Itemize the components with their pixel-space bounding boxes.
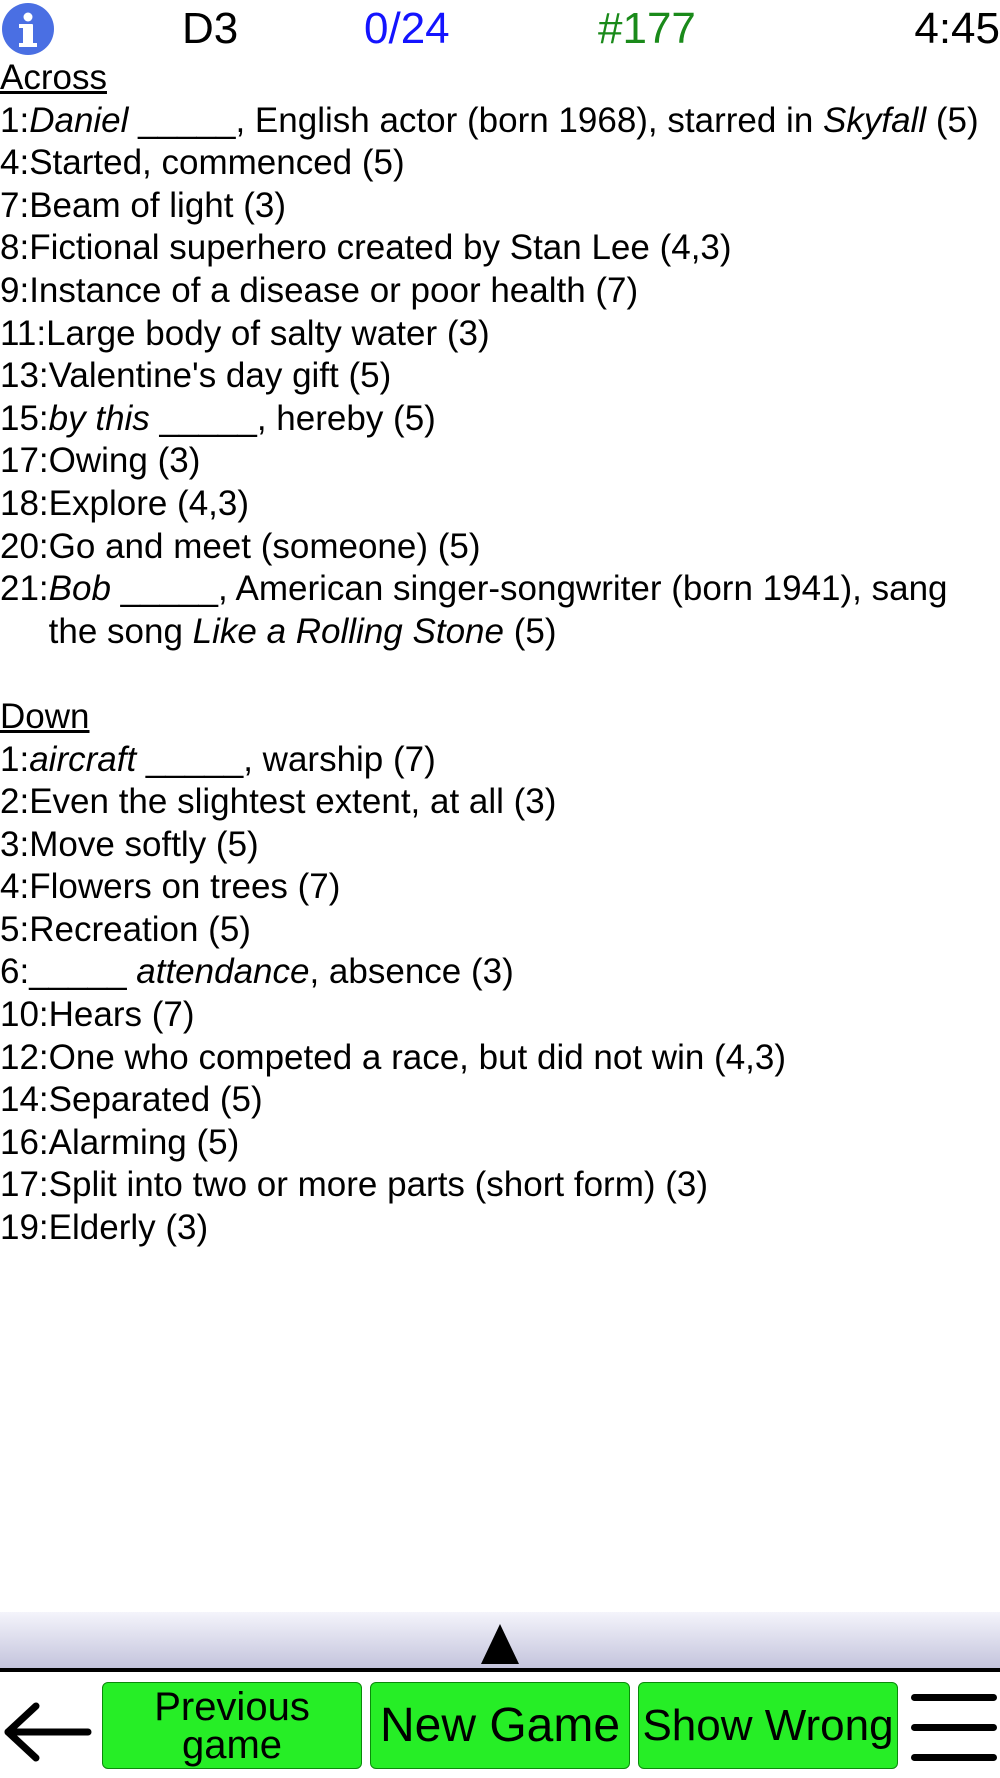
down-clue[interactable] [0, 1079, 1000, 1122]
across-clue[interactable] [0, 526, 1000, 569]
timer: 4:45 [914, 4, 1000, 53]
down-clue[interactable] [0, 1207, 1000, 1250]
clue-number: 18: [0, 483, 49, 523]
clue-text: Elderly (3) [48, 1208, 209, 1248]
clue-number: 13: [0, 356, 49, 396]
clue-number: 1: [0, 100, 30, 140]
previous-game-label-line1: Previous [154, 1684, 310, 1729]
clue-text: Go and meet (someone) (5) [48, 526, 481, 566]
bottom-toolbar [0, 1672, 1000, 1778]
down-heading: Down [0, 696, 90, 736]
down-clue[interactable] [0, 994, 1000, 1037]
down-clue[interactable] [0, 1122, 1000, 1165]
status-header [0, 0, 1000, 58]
clue-text: One who competed a race, but did not win (4,3) [48, 1037, 787, 1077]
down-clue[interactable] [0, 781, 1000, 824]
clue-text: Flowers on trees (7) [29, 867, 341, 907]
clue-number: 20: [0, 526, 49, 566]
across-clue[interactable] [0, 270, 1000, 313]
across-clue[interactable] [0, 142, 1000, 185]
clue-number: 17: [0, 441, 49, 481]
across-clue[interactable] [0, 398, 1000, 441]
clue-number: 9: [0, 270, 30, 310]
across-clue[interactable] [0, 483, 1000, 526]
info-icon[interactable] [2, 3, 54, 55]
level-label: D3 [182, 4, 239, 53]
clue-text: Started, commenced (5) [29, 143, 405, 183]
hamburger-menu-icon[interactable] [911, 1682, 1000, 1772]
puzzle-number: #177 [598, 4, 696, 53]
across-clue[interactable] [0, 313, 1000, 356]
clue-text: Hears (7) [48, 995, 195, 1035]
clue-text: Separated (5) [48, 1080, 263, 1120]
clue-number: 19: [0, 1208, 49, 1248]
down-clue[interactable] [0, 866, 1000, 909]
clue-text: aircraft _____, warship (7) [29, 739, 436, 779]
clue-number: 21: [0, 569, 49, 609]
down-clue[interactable] [0, 739, 1000, 782]
clue-text: Bob _____, American singer-songwriter (born 1941), sang the song Like a Rolling Stone (5) [48, 569, 948, 651]
down-clue[interactable] [0, 951, 1000, 994]
clue-number: 15: [0, 398, 49, 438]
triangle-up-icon[interactable] [481, 1624, 519, 1664]
clue-text: _____ attendance, absence (3) [29, 952, 514, 992]
clue-text: Large body of salty water (3) [46, 313, 490, 353]
down-clue[interactable] [0, 1164, 1000, 1207]
clue-text: Alarming (5) [48, 1122, 240, 1162]
new-game-button[interactable]: New Game [370, 1682, 630, 1769]
clue-text: by this _____, hereby (5) [48, 398, 436, 438]
clue-number: 3: [0, 824, 30, 864]
clue-text: Daniel _____, English actor (born 1968), starred in Skyfall (5) [29, 100, 979, 140]
across-clue[interactable] [0, 440, 1000, 483]
clue-number: 11: [0, 313, 47, 353]
across-clue[interactable] [0, 355, 1000, 398]
across-heading: Across [0, 58, 107, 97]
clue-text: Split into two or more parts (short form) (3) [48, 1165, 708, 1205]
clue-text: Even the slightest extent, at all (3) [29, 782, 557, 822]
clue-number: 8: [0, 228, 30, 268]
clue-text: Instance of a disease or poor health (7) [29, 270, 639, 310]
clue-number: 6: [0, 952, 30, 992]
clue-number: 12: [0, 1037, 49, 1077]
clue-text: Owing (3) [48, 441, 201, 481]
clue-number: 4: [0, 867, 30, 907]
clue-text: Explore (4,3) [48, 483, 250, 523]
across-clue[interactable] [0, 100, 1000, 143]
clue-number: 1: [0, 739, 30, 779]
clue-number: 14: [0, 1080, 49, 1120]
clue-text: Move softly (5) [29, 824, 259, 864]
clue-list [0, 57, 1000, 1250]
back-button[interactable] [0, 1690, 95, 1770]
clue-number: 17: [0, 1165, 49, 1205]
section-spacer [0, 653, 1000, 696]
clue-number: 2: [0, 782, 30, 822]
previous-game-label-line2: game [181, 1722, 283, 1767]
down-clues [0, 739, 1000, 1250]
show-wrong-button[interactable]: Show Wrong [638, 1682, 898, 1769]
grid-expander-handle[interactable] [0, 1612, 1000, 1669]
across-clue[interactable] [0, 568, 1000, 653]
down-clue[interactable] [0, 824, 1000, 867]
clue-text: Recreation (5) [29, 909, 251, 949]
clue-number: 4: [0, 143, 30, 183]
across-clue[interactable] [0, 227, 1000, 270]
clue-number: 5: [0, 909, 30, 949]
clue-number: 16: [0, 1122, 49, 1162]
arrow-left-icon [0, 1690, 95, 1770]
across-clues [0, 100, 1000, 654]
clue-number: 7: [0, 185, 30, 225]
down-clue[interactable] [0, 1037, 1000, 1080]
down-clue[interactable] [0, 909, 1000, 952]
clue-number: 10: [0, 995, 49, 1035]
clue-text: Valentine's day gift (5) [48, 356, 392, 396]
clue-text: Fictional superhero created by Stan Lee (4,3) [29, 228, 732, 268]
progress-counter: 0/24 [364, 4, 450, 53]
previous-game-button[interactable] [102, 1682, 362, 1769]
across-clue[interactable] [0, 185, 1000, 228]
clue-text: Beam of light (3) [29, 185, 286, 225]
